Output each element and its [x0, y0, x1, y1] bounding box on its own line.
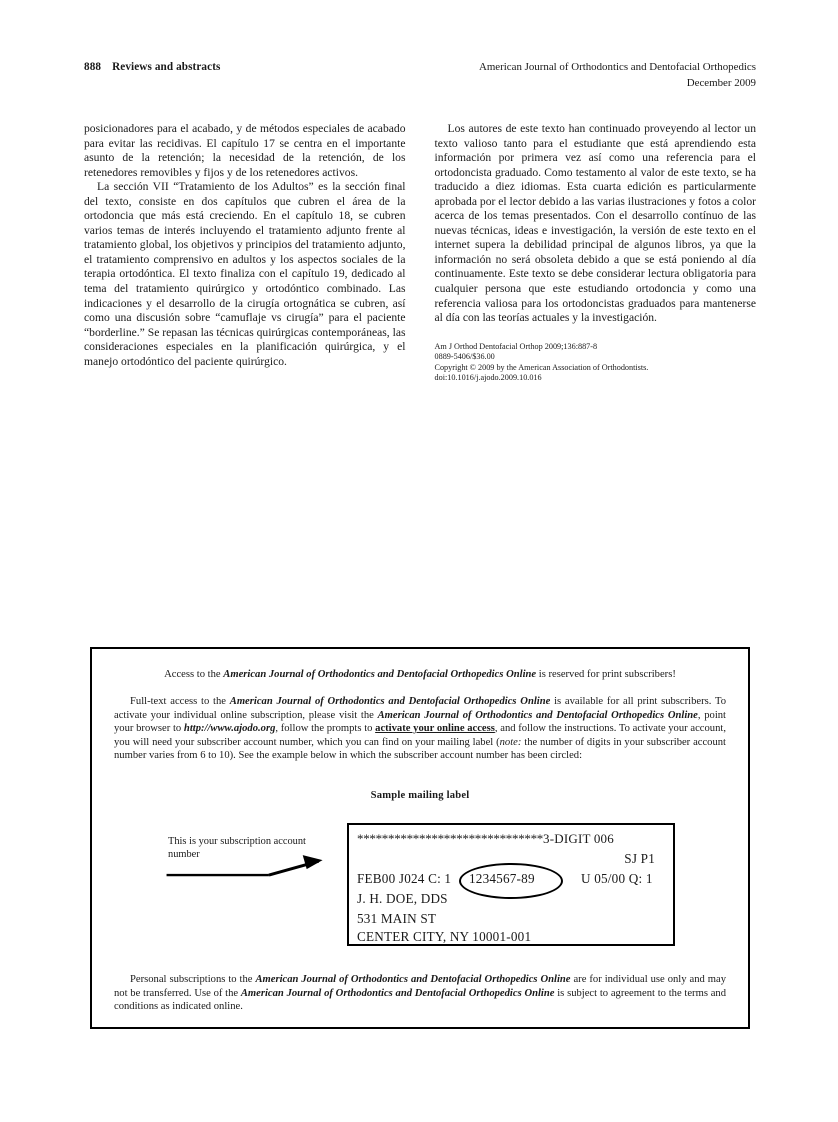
- journal-online-title: American Journal of Orthodontics and Dentofacial Orthopedics Online: [229, 696, 551, 707]
- text-run: is subject to agreement to the terms and conditions as indicated online.: [114, 987, 726, 1013]
- text-run: Full-text access to the: [130, 696, 230, 707]
- doi-line: doi:10.1016/j.ajodo.2009.10.016: [434, 373, 542, 383]
- text-run: Personal subscriptions to the: [130, 974, 256, 985]
- paragraph: posicionadores para el acabado, y de métodos especiales de acabado para evitar las recidivas. El capítulo 17 se centra en el importante asunto de la retención; la necesidad de la retención, de los retenedores removibles y fijos y de los retenedores activos.: [84, 122, 406, 179]
- note-label: note:: [499, 736, 522, 748]
- label-stars-line: [357, 831, 614, 847]
- copyright-line: Copyright © 2009 by the American Association of Orthodontists.: [434, 362, 649, 372]
- text-run: , follow the prompts to: [275, 723, 376, 735]
- label-sj-line: SJ P1: [624, 851, 655, 866]
- text-run: is available for all print subscribers. To activate your individual online subscription, please visit the: [114, 696, 726, 721]
- ad-lead-pre: Access to the: [164, 669, 224, 680]
- subscriber-access-box: [90, 647, 750, 1029]
- text-run: the number of digits in your subscriber account number varies from 6 to 10). See the example below in which the subscriber account number has been circled:: [114, 736, 727, 762]
- ad-terms-paragraph: [114, 973, 726, 1014]
- running-head: [84, 60, 756, 91]
- label-street: 531 MAIN ST: [357, 911, 437, 926]
- body-columns: [84, 122, 756, 384]
- citation-line: Am J Orthod Dentofacial Orthop 2009;136:887-8: [434, 341, 598, 351]
- label-city-state-zip: CENTER CITY, NY 10001-001: [357, 929, 532, 944]
- activate-online-access-link[interactable]: activate your online access: [375, 723, 495, 735]
- text-run: , and follow the instructions. To activate your account, you will need your subscriber account number, which you can find on your mailing label (: [114, 723, 726, 748]
- label-expiry-line: U 05/00 Q: 1: [581, 871, 653, 886]
- ad-lead-line: [114, 668, 726, 682]
- journal-online-title: American Journal of Orthodontics and Dentofacial Orthopedics Online: [223, 669, 537, 680]
- journal-online-title: American Journal of Orthodontics and Dentofacial Orthopedics Online: [240, 987, 555, 999]
- label-code-line: FEB00 J024 C: 1: [357, 871, 452, 886]
- text-run: , point your browser to: [114, 709, 726, 735]
- left-column: [84, 122, 406, 384]
- citation-block: [435, 342, 757, 384]
- subscriber-account-number: 1234567-89: [469, 871, 535, 886]
- sample-label-heading: Sample mailing label: [370, 790, 470, 801]
- ad-content: [92, 649, 748, 1013]
- page-folio: 888: [84, 61, 102, 73]
- section-name: Reviews and abstracts: [112, 61, 221, 73]
- journal-online-title: American Journal of Orthodontics and Dentofacial Orthopedics Online: [377, 709, 698, 721]
- paragraph: Los autores de este texto han continuado proveyendo al lector un texto valioso tanto para el estudiante que está aprendiendo esta información por primera vez así como una referencia para el ortodoncista graduado. Como testamento al valor de este texto, se ha traducido a diez idiomas. Esta cuarta edición es particularmente aprobada por el lector debido a las varias ilustraciones y fotos a color acerca de los temas presentados. Con el desarrollo contínuo de las nuevas técnicas, ideas e investigación, la versión de este texto en el internet supera la debilidad principal de algunos libros, ya que la información no será obsoleta debido a que se está poniendo al día continuamente. Este texto se debe considerar lectura obligatoria para cualquier persona que este estudiando ortodoncia y como una referencia valiosa para los ortodoncistas graduados para mantenerse al día con las teorías actuales y la investigación.: [434, 122, 756, 325]
- ad-lead-post: is reserved for print subscribers!: [536, 669, 676, 680]
- mailing-label-box: [347, 823, 675, 946]
- label-recipient-name: J. H. DOE, DDS: [357, 891, 448, 906]
- account-number-circle: [459, 863, 563, 899]
- right-column: [435, 122, 757, 384]
- ad-instructions-paragraph: [114, 695, 726, 763]
- label-3digit-code: 3-DIGIT 006: [543, 831, 614, 846]
- account-number-annotation: This is your subscription account number: [168, 836, 306, 861]
- sample-label-area: [92, 817, 748, 949]
- issn-price-line: 0889-5406/$36.00: [434, 352, 495, 362]
- issue-date: December 2009: [686, 76, 756, 89]
- paragraph: La sección VII “Tratamiento de los Adultos” es la sección final del texto, consiste en dos capítulos que cubren el área de la ortodoncia que más está creciendo. En el capítulo 18, se cubren varios temas de interés incluyendo el tratamiento adjunto frente al tratamiento global, los objetivos y principios del tratamiento adjunto, el tratamiento comprensivo en adultos y los aspectos sociales de la terapia ortodóntica. El texto finaliza con el capítulo 19, dedicado al tema del tratamiento quirúrgico y ortodóntico combinado. Las indicaciones y el desarrollo de la cirugía ortognática se cubren, así como una discusión sobre “camuflaje vs cirugía” para el paciente “borderline.” Se repasan las técnicas quirúrgicas contemporáneas, las consideraciones especiales en la planificación quirúrgica, y el manejo ortodóntico del paciente quirúrgico.: [84, 180, 406, 368]
- label-asterisks: ******************************: [357, 831, 544, 846]
- ajodo-url-link[interactable]: http://www.ajodo.org: [183, 723, 276, 735]
- journal-title: American Journal of Orthodontics and Dentofacial Orthopedics: [478, 61, 756, 73]
- running-head-left: [84, 60, 220, 75]
- running-head-right: [479, 60, 756, 91]
- text-run: are for individual use only and may not be transferred. Use of the: [114, 974, 727, 999]
- journal-online-title: American Journal of Orthodontics and Dentofacial Orthopedics Online: [255, 974, 571, 985]
